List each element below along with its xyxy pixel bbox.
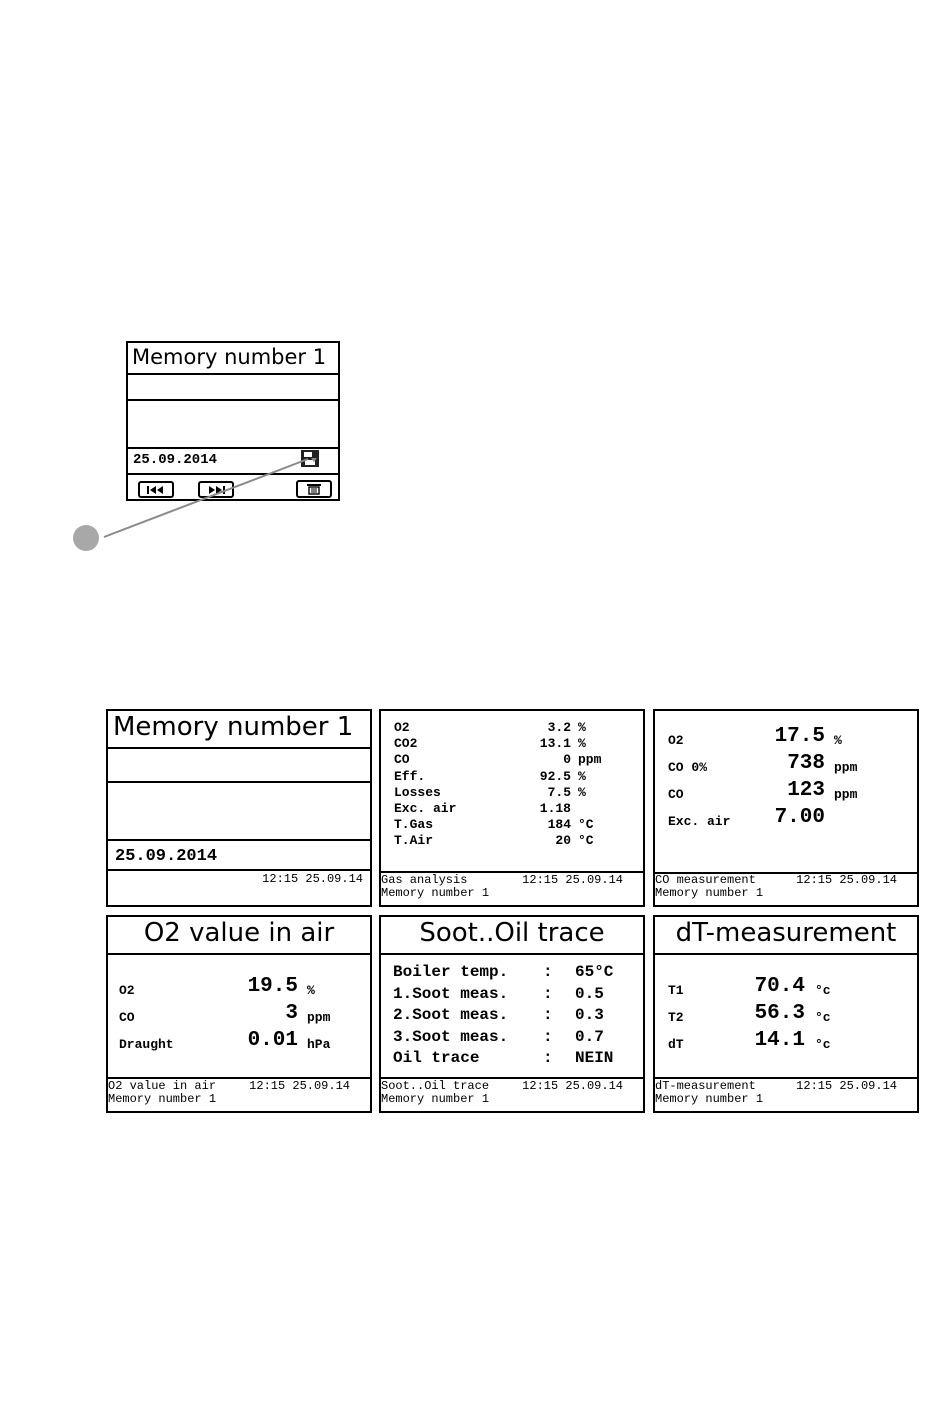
dt-row-value: 70.4	[754, 975, 805, 998]
gas-row-label: CO2	[394, 736, 418, 752]
o2-air-row-value: 19.5	[247, 975, 298, 998]
gas-row-value: 1.18	[539, 801, 571, 816]
dt-row-label: T1	[668, 983, 684, 998]
dt-row-unit: °c	[815, 1010, 831, 1025]
soot-title: Soot..Oil trace	[419, 918, 605, 948]
dt-row-label: dT	[668, 1037, 684, 1052]
soot-row-label: Oil trace	[393, 1049, 480, 1067]
memory-row-1	[108, 747, 370, 783]
soot-row-label: 2.Soot meas.	[393, 1006, 509, 1024]
soot-row-label: 3.Soot meas.	[393, 1027, 509, 1046]
dt-row-label: T2	[668, 1010, 684, 1025]
memory-screen	[106, 709, 372, 907]
gas-analysis-screen	[379, 709, 645, 907]
soot-row-colon: :	[543, 963, 553, 981]
soot-title-divider	[381, 953, 643, 955]
co-measurement-screen	[653, 709, 919, 907]
gas-row-value: 13.1	[539, 736, 571, 752]
soot-row-value: 0.5	[575, 984, 604, 1003]
soot-row-label: 1.Soot meas.	[393, 984, 509, 1003]
o2-air-row-label: CO	[119, 1010, 135, 1025]
gas-footer	[381, 871, 643, 907]
o2-air-screen	[106, 915, 372, 1113]
gas-row-unit: %	[578, 736, 586, 752]
gas-row-label: Eff.	[394, 768, 426, 784]
callout-line	[0, 0, 950, 600]
soot-row-value: 65°C	[575, 963, 614, 981]
o2-air-row-value: 3	[285, 1002, 298, 1025]
co-row-value: 17.5	[774, 725, 825, 748]
soot-oil-screen	[379, 915, 645, 1113]
memory-title: Memory number 1	[113, 712, 354, 742]
soot-row-value: 0.7	[575, 1027, 604, 1046]
o2-air-row-unit: hPa	[307, 1037, 331, 1052]
gas-row-value: 20	[555, 833, 571, 849]
soot-row-label: Boiler temp.	[393, 963, 509, 981]
dt-footer-memory: Memory number 1	[655, 1092, 764, 1106]
dt-footer-time: 12:15 25.09.14	[796, 1079, 897, 1093]
gas-row-unit: °C	[578, 833, 594, 849]
memory-footer	[108, 869, 370, 907]
gas-row-label: O2	[394, 720, 410, 735]
dt-title: dT-measurement	[675, 918, 897, 948]
co-footer-memory: Memory number 1	[655, 886, 764, 900]
gas-row-value: 184	[547, 817, 571, 833]
soot-row-colon: :	[543, 1006, 553, 1024]
gas-row-value: 3.2	[547, 720, 571, 735]
o2-air-row-unit: ppm	[307, 1010, 331, 1025]
soot-footer-time: 12:15 25.09.14	[522, 1079, 623, 1093]
gas-row-label: CO	[394, 752, 410, 768]
gas-row-label: Exc. air	[394, 801, 457, 816]
soot-footer-name: Soot..Oil trace	[381, 1079, 490, 1093]
co-row-label: CO 0%	[668, 760, 708, 775]
o2-air-footer-memory: Memory number 1	[108, 1092, 217, 1106]
callout-dot	[73, 525, 99, 551]
co-row-value: 123	[787, 779, 825, 802]
gas-row-unit: %	[578, 784, 586, 800]
gas-row-label: T.Air	[394, 833, 434, 849]
memory-row-2	[108, 781, 370, 841]
dt-title-divider	[655, 953, 917, 955]
gas-row-label: T.Gas	[394, 817, 434, 833]
memory-date: 25.09.2014	[115, 847, 218, 866]
co-row-label: O2	[668, 733, 684, 748]
o2-air-title-divider	[108, 953, 370, 955]
co-footer-name: CO measurement	[655, 873, 756, 887]
dt-row-value: 56.3	[754, 1002, 805, 1025]
gas-row-unit: ppm	[578, 752, 602, 768]
co-row-label: CO	[668, 787, 684, 802]
o2-air-title: O2 value in air	[143, 918, 335, 948]
gas-footer-time: 12:15 25.09.14	[522, 873, 623, 887]
soot-row-colon: :	[543, 984, 553, 1003]
gas-row-value: 7.5	[547, 784, 571, 800]
memory-timestamp: 12:15 25.09.14	[262, 872, 363, 886]
gas-row-unit: %	[578, 720, 586, 735]
co-row-label: Exc. air	[668, 814, 731, 829]
co-footer-time: 12:15 25.09.14	[796, 873, 897, 887]
o2-air-row-label: O2	[119, 983, 135, 998]
gas-row-label: Losses	[394, 784, 441, 800]
dt-footer	[655, 1077, 917, 1113]
co-row-unit: ppm	[834, 760, 858, 775]
o2-air-footer-time: 12:15 25.09.14	[249, 1079, 350, 1093]
dt-row-value: 14.1	[754, 1029, 805, 1052]
gas-footer-memory: Memory number 1	[381, 886, 490, 900]
small-screen-date: 25.09.2014	[133, 452, 218, 468]
memory-date-row	[108, 839, 370, 871]
dt-measurement-screen	[653, 915, 919, 1113]
gas-footer-name: Gas analysis	[381, 873, 468, 887]
soot-row-value: 0.3	[575, 1006, 604, 1024]
soot-row-colon: :	[543, 1049, 553, 1067]
dt-footer-name: dT-measurement	[655, 1079, 756, 1093]
soot-footer	[381, 1077, 643, 1113]
co-row-value: 7.00	[774, 806, 825, 829]
gas-row-value: 92.5	[539, 768, 571, 784]
co-row-unit: ppm	[834, 787, 858, 802]
o2-air-footer	[108, 1077, 370, 1113]
o2-air-footer-name: O2 value in air	[108, 1079, 217, 1093]
o2-air-row-unit: %	[307, 983, 315, 998]
co-row-unit: %	[834, 733, 842, 748]
o2-air-row-label: Draught	[119, 1037, 174, 1052]
gas-row-value: 0	[563, 752, 571, 768]
soot-row-value: NEIN	[575, 1049, 614, 1067]
dt-row-unit: °c	[815, 1037, 831, 1052]
small-screen-title: Memory number 1	[132, 345, 327, 369]
gas-row-unit: %	[578, 768, 586, 784]
soot-footer-memory: Memory number 1	[381, 1092, 490, 1106]
co-footer	[655, 872, 917, 907]
co-row-value: 738	[787, 752, 825, 775]
o2-air-row-value: 0.01	[247, 1029, 298, 1052]
gas-row-unit: °C	[578, 817, 594, 833]
soot-row-colon: :	[543, 1027, 553, 1046]
dt-row-unit: °c	[815, 983, 831, 998]
